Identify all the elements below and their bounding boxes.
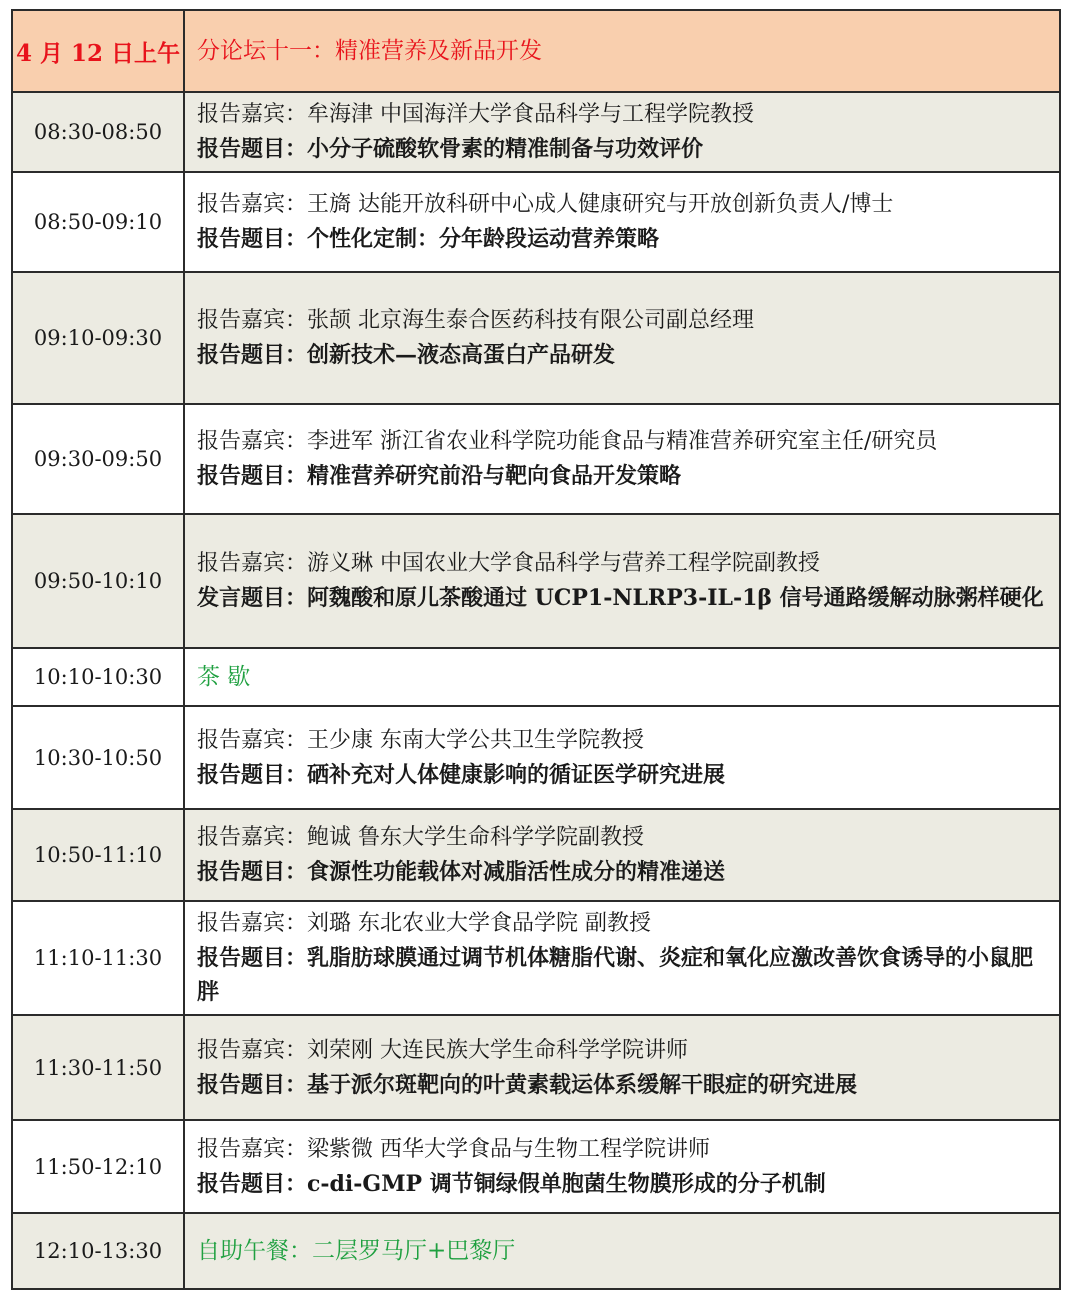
talk-title: 个性化定制：分年龄段运动营养策略 [307, 226, 660, 252]
speaker-line [197, 1034, 1049, 1068]
speaker-label: 报告嘉宾： [197, 911, 308, 936]
schedule-table [11, 9, 1061, 1290]
speaker-label: 报告嘉宾： [197, 429, 308, 454]
session-time: 09:10-09:30 [12, 272, 184, 404]
session-time: 10:10-10:30 [12, 648, 184, 706]
session-content [184, 404, 1060, 514]
speaker-line [197, 1133, 1049, 1167]
title-label: 报告题目： [197, 136, 308, 162]
talk-title: 阿魏酸和原儿茶酸通过 UCP1-NLRP3-IL-1β 信号通路缓解动脉粥样硬化 [307, 585, 1044, 611]
title-line [197, 855, 1049, 889]
session-content [184, 172, 1060, 272]
title-line [197, 1068, 1049, 1102]
session-row [12, 1015, 1060, 1120]
talk-title: 乳脂肪球膜通过调节机体糖脂代谢、炎症和氧化应激改善饮食诱导的小鼠肥胖 [197, 945, 1034, 1005]
session-row [12, 514, 1060, 648]
speaker-line [197, 907, 1049, 941]
title-line [197, 941, 1049, 1009]
talk-title: c-di-GMP 调节铜绿假单胞菌生物膜形成的分子机制 [307, 1170, 826, 1197]
session-content [184, 1015, 1060, 1120]
title-line [197, 1167, 1049, 1201]
session-content [184, 272, 1060, 404]
speaker-name: 张颉 北京海生泰合医药科技有限公司副总经理 [307, 308, 755, 333]
talk-title: 小分子硫酸软骨素的精准制备与功效评价 [307, 136, 704, 162]
speaker-label: 报告嘉宾： [197, 551, 308, 576]
session-row [12, 706, 1060, 809]
session-row [12, 1120, 1060, 1213]
header-forum-title: 分论坛十一：精准营养及新品开发 [184, 10, 1060, 92]
session-time: 11:10-11:30 [12, 901, 184, 1015]
session-content [184, 706, 1060, 809]
speaker-label: 报告嘉宾： [197, 192, 308, 217]
speaker-line [197, 425, 1049, 459]
break-label: 茶 歇 [184, 648, 1060, 706]
title-label: 报告题目： [197, 1071, 308, 1098]
break-row [12, 1213, 1060, 1289]
speaker-name: 刘荣刚 大连民族大学生命科学学院讲师 [307, 1037, 689, 1063]
session-row [12, 809, 1060, 901]
session-time: 08:50-09:10 [12, 172, 184, 272]
speaker-name: 牟海津 中国海洋大学食品科学与工程学院教授 [307, 102, 755, 127]
speaker-line [197, 98, 1049, 132]
session-content [184, 809, 1060, 901]
session-time: 12:10-13:30 [12, 1213, 184, 1289]
session-content [184, 901, 1060, 1015]
session-time: 11:50-12:10 [12, 1120, 184, 1213]
speaker-line [197, 724, 1049, 758]
session-time: 10:30-10:50 [12, 706, 184, 809]
session-content [184, 514, 1060, 648]
header-row [12, 10, 1060, 92]
speaker-name: 王少康 东南大学公共卫生学院教授 [307, 727, 645, 753]
title-line [197, 222, 1049, 256]
speaker-label: 报告嘉宾： [197, 727, 308, 753]
title-line [197, 581, 1049, 615]
title-label: 报告题目： [197, 342, 308, 368]
speaker-name: 王旖 达能开放科研中心成人健康研究与开放创新负责人/博士 [307, 192, 894, 217]
session-row [12, 92, 1060, 172]
speaker-name: 鲍诚 鲁东大学生命科学学院副教授 [307, 825, 645, 850]
title-label: 报告题目： [197, 226, 308, 252]
talk-title: 精准营养研究前沿与靶向食品开发策略 [307, 463, 682, 489]
session-time: 09:30-09:50 [12, 404, 184, 514]
title-label: 报告题目： [197, 761, 308, 788]
title-line [197, 338, 1049, 372]
title-label: 报告题目： [197, 859, 308, 885]
talk-title: 创新技术—液态高蛋白产品研发 [307, 342, 616, 368]
talk-title: 硒补充对人体健康影响的循证医学研究进展 [307, 761, 726, 788]
speaker-line [197, 304, 1049, 338]
speaker-label: 报告嘉宾： [197, 1136, 308, 1162]
speaker-label: 报告嘉宾： [197, 825, 308, 850]
session-time: 10:50-11:10 [12, 809, 184, 901]
talk-title: 基于派尔斑靶向的叶黄素载运体系缓解干眼症的研究进展 [307, 1071, 858, 1098]
break-row [12, 648, 1060, 706]
speaker-name: 李进军 浙江省农业科学院功能食品与精准营养研究室主任/研究员 [307, 429, 938, 454]
session-time: 09:50-10:10 [12, 514, 184, 648]
speaker-name: 游义琳 中国农业大学食品科学与营养工程学院副教授 [307, 551, 821, 576]
speaker-line [197, 821, 1049, 855]
title-line [197, 132, 1049, 166]
title-line [197, 459, 1049, 493]
title-label: 报告题目： [197, 945, 308, 971]
session-row [12, 404, 1060, 514]
session-row [12, 901, 1060, 1015]
break-label: 自助午餐：二层罗马厅+巴黎厅 [184, 1213, 1060, 1289]
speaker-line [197, 188, 1049, 222]
session-content [184, 92, 1060, 172]
title-label: 报告题目： [197, 463, 308, 489]
title-line [197, 758, 1049, 792]
speaker-line [197, 547, 1049, 581]
talk-title: 食源性功能载体对减脂活性成分的精准递送 [307, 859, 726, 885]
speaker-label: 报告嘉宾： [197, 102, 308, 127]
speaker-label: 报告嘉宾： [197, 308, 308, 333]
session-time: 08:30-08:50 [12, 92, 184, 172]
session-content [184, 1120, 1060, 1213]
speaker-name: 梁紫微 西华大学食品与生物工程学院讲师 [307, 1136, 711, 1162]
speaker-label: 报告嘉宾： [197, 1037, 308, 1063]
session-row [12, 172, 1060, 272]
title-label: 发言题目： [197, 585, 308, 611]
session-row [12, 272, 1060, 404]
session-time: 11:30-11:50 [12, 1015, 184, 1120]
speaker-name: 刘璐 东北农业大学食品学院 副教授 [307, 911, 652, 936]
title-label: 报告题目： [197, 1170, 308, 1197]
header-date: 4 月 12 日上午 [12, 10, 184, 92]
